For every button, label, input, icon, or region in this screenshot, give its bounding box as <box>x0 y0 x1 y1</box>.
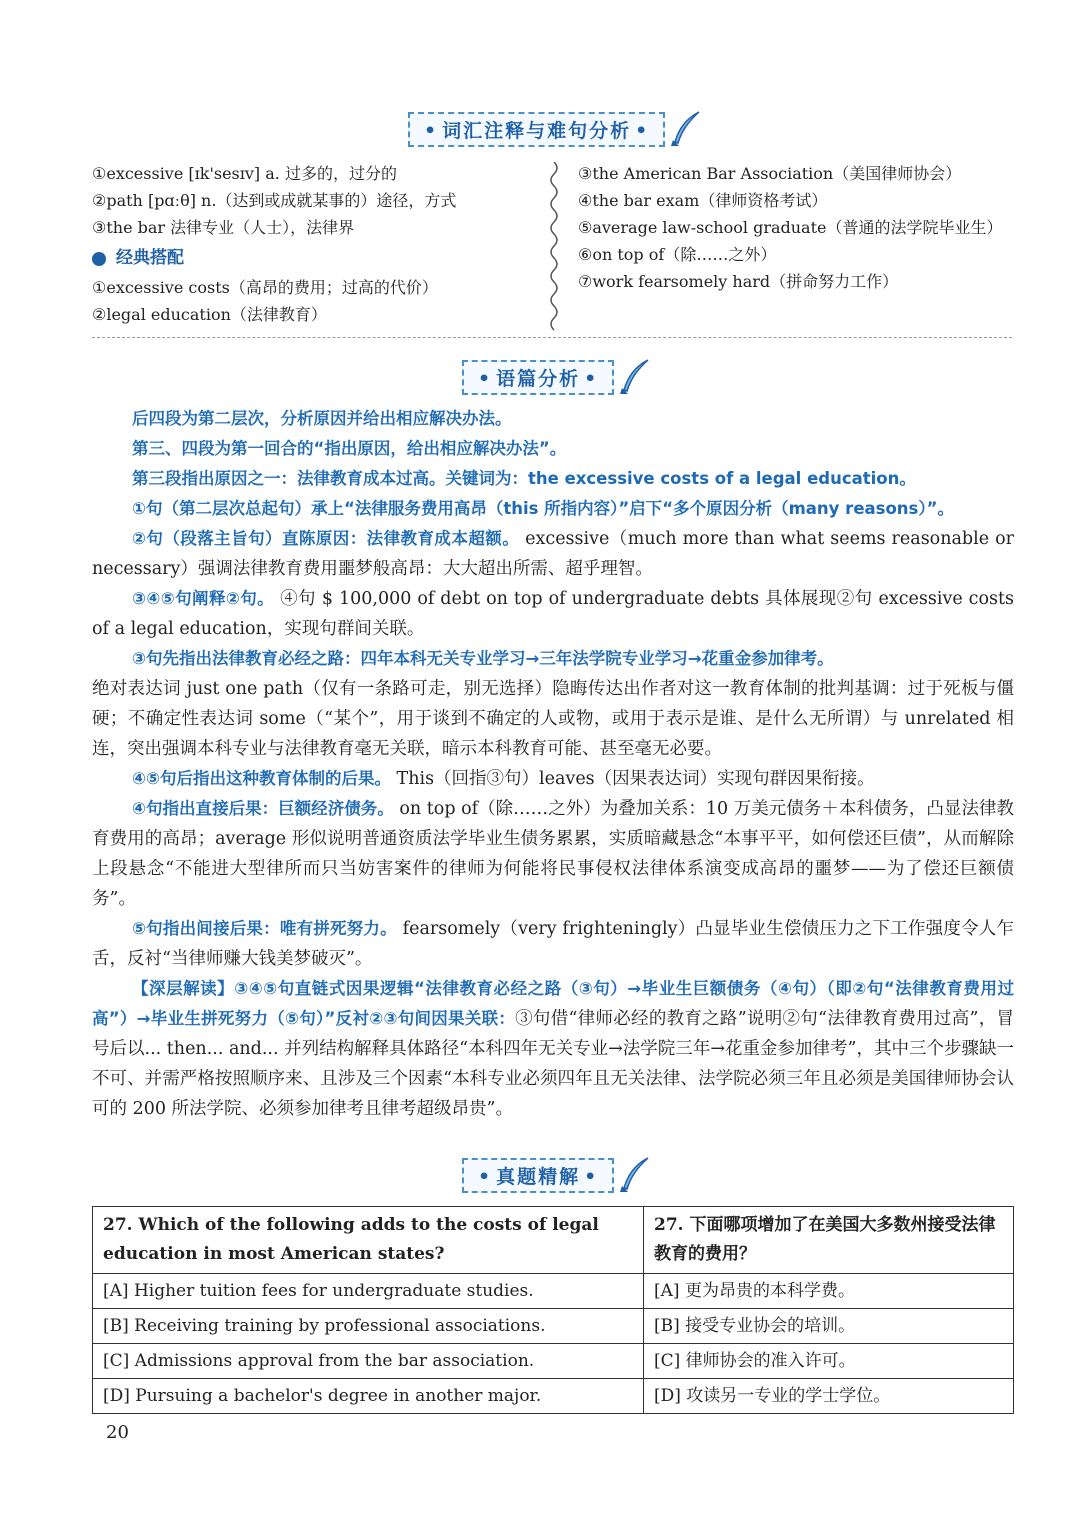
vocab-item: ⑦work fearsomely hard（拼命努力工作） <box>578 272 899 291</box>
vocab-item: ③the American Bar Association（美国律师协会） <box>578 164 962 183</box>
question-stem-en: 27. Which of the following adds to the costs of legal education in most American states? <box>93 1207 644 1274</box>
vocab-item: ③the bar 法律专业（人士），法律界 <box>92 218 355 237</box>
quill-icon <box>669 110 703 148</box>
collocation-title: 经典搭配 <box>116 248 184 268</box>
exam-section-title: 真题精解 <box>496 1165 581 1188</box>
collocation-item: ①excessive costs（高昂的费用；过高的代价） <box>92 278 438 297</box>
table-row <box>93 1274 1014 1309</box>
option-en: [B] Receiving training by professional associations. <box>93 1309 644 1344</box>
collocation-item: ②legal education（法律教育） <box>92 305 327 324</box>
vocab-item: ①excessive [ɪk'sesɪv] a. 过多的，过分的 <box>92 164 397 183</box>
analysis-highlight: ④⑤句后指出这种教育体制的后果。 <box>132 769 391 788</box>
analysis-section-header <box>462 358 652 396</box>
analysis-text: on top of（除……之外）为叠加关系：10 万美元债务＋本科债务，凸显法律教育费用的高昂；average 形似说明普通资质法学毕业生债务累累，实质暗藏悬念“本事平平，如何偿还巨债”，从而解除上段悬念“不能进大型律所而只当妨害案件的律师为何能将民事侵权法律体系演变成高昂的噩梦——为了偿还巨额债务”。 <box>92 799 1014 909</box>
vocab-item: ④the bar exam（律师资格考试） <box>578 191 828 210</box>
option-zh: [D] 攻读另一专业的学士学位。 <box>644 1379 1014 1414</box>
analysis-para <box>92 974 1014 1124</box>
analysis-text: ③句借“律师必经的教育之路”说明②句“法律教育费用过高”，冒号后以... then... and... 并列结构解释具体路径“本科四年无关专业→法学院三年→花重金参加律考”，其中三个步骤缺一不可、并需严格按照顺序来、且涉及三个因素“本科专业必须四年且无关法律、法学院必须三年且必须是美国律师协会认可的 200 所法学院、必须参加律考且律考超级昂贵”。 <box>92 1009 1014 1119</box>
analysis-para: 后四段为第二层次，分析原因并给出相应解决办法。 <box>132 409 512 428</box>
quill-icon <box>618 358 652 396</box>
vocab-item: ⑤average law-school graduate（普通的法学院毕业生） <box>578 218 1003 237</box>
option-zh: [B] 接受专业协会的培训。 <box>644 1309 1014 1344</box>
analysis-highlight: ⑤句指出间接后果：唯有拼死努力。 <box>132 919 397 938</box>
page-number: 20 <box>106 1422 129 1443</box>
analysis-para <box>92 914 1014 974</box>
table-row <box>93 1207 1014 1274</box>
quill-icon <box>618 1156 652 1194</box>
analysis-para: 第三、四段为第一回合的“指出原因，给出相应解决办法”。 <box>132 439 567 458</box>
analysis-para: ①句（第二层次总起句）承上“法律服务费用高昂（this 所指内容）”启下“多个原因分析（many reasons）”。 <box>132 499 954 518</box>
analysis-text: ④句 $ 100,000 of debt on top of undergraduate debts 具体展现②句 excessive costs of a legal education，实现句群间关联。 <box>92 589 1014 639</box>
option-zh: [A] 更为昂贵的本科学费。 <box>644 1274 1014 1309</box>
analysis-highlight: ④句指出直接后果：巨额经济债务。 <box>132 799 394 818</box>
analysis-text: This（回指③句）leaves（因果表达词）实现句群因果衔接。 <box>396 769 875 789</box>
option-en: [C] Admissions approval from the bar association. <box>93 1344 644 1379</box>
bullet-dot-icon <box>92 252 106 266</box>
wavy-separator <box>546 162 562 334</box>
table-row <box>93 1309 1014 1344</box>
analysis-para <box>92 524 1014 584</box>
vocab-section-title: 词汇注释与难句分析 <box>442 119 632 142</box>
question-stem-zh: 27. 下面哪项增加了在美国大多数州接受法律教育的费用？ <box>644 1207 1014 1274</box>
table-row <box>93 1379 1014 1414</box>
analysis-highlight: 【深层解读】③④⑤句直链式因果逻辑“法律教育必经之路（③句）→毕业生巨额债务（④句）（即②句“法律教育费用过高”）→毕业生拼死努力（⑤句）”反衬②③句间因果关联： <box>92 979 1014 1028</box>
exam-section-header <box>462 1156 652 1194</box>
vocab-left-column <box>92 160 542 328</box>
analysis-text: excessive（much more than what seems reasonable or necessary）强调法律教育费用噩梦般高昂：大大超出所需、超乎理智。 <box>92 529 1014 579</box>
analysis-body <box>92 404 1014 1124</box>
analysis-section-title: 语篇分析 <box>496 367 581 390</box>
exam-section-title-box: • 真题精解 • <box>462 1158 614 1193</box>
table-row <box>93 1344 1014 1379</box>
analysis-para: 第三段指出原因之一：法律教育成本过高。关键词为：the excessive costs of a legal education。 <box>132 469 916 488</box>
section-divider <box>92 337 1012 338</box>
analysis-section-title-box: • 语篇分析 • <box>462 360 614 395</box>
question-table <box>92 1206 1014 1414</box>
vocab-right-column <box>578 160 1018 295</box>
vocab-item: ②path [pɑːθ] n.（达到或成就某事的）途径，方式 <box>92 191 457 210</box>
analysis-para <box>92 794 1014 914</box>
option-zh: [C] 律师协会的准入许可。 <box>644 1344 1014 1379</box>
analysis-text: fearsomely（very frighteningly）凸显毕业生偿债压力之下工作强度令人乍舌，反衬“当律师赚大钱美梦破灭”。 <box>92 919 1014 969</box>
vocab-section-header <box>408 110 703 148</box>
analysis-highlight: ②句（段落主旨句）直陈原因：法律教育成本超额。 <box>132 529 520 548</box>
analysis-para <box>92 644 1014 764</box>
analysis-para <box>92 584 1014 644</box>
vocab-section-title-box: • 词汇注释与难句分析 • <box>408 112 665 147</box>
analysis-highlight: ③④⑤句阐释②句。 <box>132 589 275 608</box>
option-en: [D] Pursuing a bachelor's degree in another major. <box>93 1379 644 1414</box>
analysis-text: 绝对表达词 just one path（仅有一条路可走，别无选择）隐晦传达出作者对这一教育体制的批判基调：过于死板与僵硬；不确定性表达词 some（“某个”，用于谈到不确定的人或物，或用于表示是谁、是什么无所谓）与 unrelated 相连，突出强调本科专业与法律教育毫无关联，暗示本科教育可能、甚至毫无必要。 <box>92 679 1014 759</box>
vocab-item: ⑥on top of（除……之外） <box>578 245 777 264</box>
analysis-para <box>92 764 1014 794</box>
analysis-highlight: ③句先指出法律教育必经之路：四年本科无关专业学习→三年法学院专业学习→花重金参加律考。 <box>132 649 834 668</box>
collocation-header <box>92 245 542 272</box>
option-en: [A] Higher tuition fees for undergraduate studies. <box>93 1274 644 1309</box>
